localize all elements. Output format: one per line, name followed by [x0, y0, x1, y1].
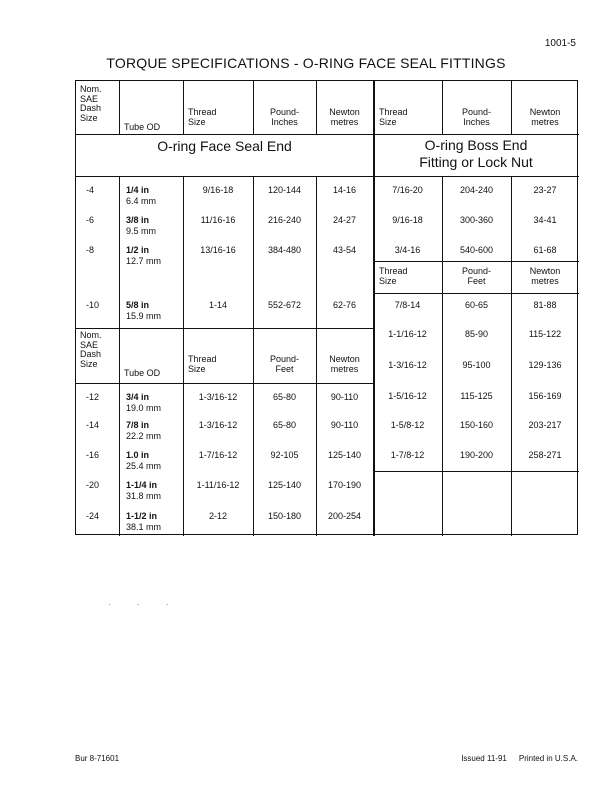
section-face-seal-end: O-ring Face Seal End: [157, 138, 292, 154]
dash-size: -20: [86, 480, 100, 490]
row-divider: [373, 471, 579, 472]
header-newton-metres-feet: Newton metres: [329, 354, 360, 374]
scan-specks: · · ·: [108, 600, 181, 609]
header-boss-pound-inches: Pound- Inches: [461, 107, 492, 127]
boss-newton-metres: 81-88: [533, 300, 557, 310]
boss-newton-metres: 34-41: [533, 215, 557, 225]
footer-document-number: Bur 8-71601: [75, 754, 120, 763]
newton-metres: 200-254: [327, 511, 362, 521]
header-boss-newton-metres-feet: Newton metres: [529, 266, 561, 286]
header-tube-od: Tube OD: [124, 122, 161, 132]
row-divider: [76, 176, 579, 177]
tube-od: 1/4 in 6.4 mm: [126, 185, 157, 206]
tube-od: 1-1/4 in 31.8 mm: [126, 480, 162, 501]
pound-feet: 65-80: [272, 392, 297, 402]
boss-newton-metres: 203-217: [528, 420, 562, 430]
row-divider: [373, 261, 579, 262]
tube-od: 1.0 in 25.4 mm: [126, 450, 162, 471]
thread-size: 1-14: [208, 300, 227, 310]
pound-feet: 150-180: [267, 511, 302, 521]
boss-thread-size: 1-5/8-12: [390, 420, 425, 430]
dash-size: -24: [86, 511, 100, 521]
tube-od: 3/8 in 9.5 mm: [126, 215, 157, 236]
boss-newton-metres: 23-27: [533, 185, 557, 195]
boss-thread-size: 1-3/16-12: [388, 360, 427, 370]
thread-size: 1-7/16-12: [198, 450, 238, 460]
boss-pound-feet: 190-200: [459, 450, 494, 460]
tube-od: 5/8 in 15.9 mm: [126, 300, 162, 321]
header-boss-newton-metres: Newton metres: [529, 107, 561, 127]
boss-pound-feet: 60-65: [464, 300, 489, 310]
thread-size: 2-12: [208, 511, 227, 521]
dash-size: -14: [86, 420, 100, 430]
header-pound-feet: Pound- Feet: [269, 354, 300, 374]
column-divider: [511, 176, 512, 536]
column-divider: [119, 176, 120, 536]
boss-pound-inches: 540-600: [459, 245, 494, 255]
thread-size: 9/16-18: [202, 185, 234, 195]
thread-size: 1-3/16-12: [198, 420, 238, 430]
dash-size: -4: [86, 185, 95, 195]
footer-issued: Issued 11-91: [461, 754, 507, 763]
dash-size: -10: [86, 300, 100, 310]
tube-od: 7/8 in 22.2 mm: [126, 420, 162, 441]
dash-size: -16: [86, 450, 100, 460]
row-divider: [76, 134, 579, 135]
column-divider: [183, 81, 184, 134]
section-boss-end: O-ring Boss End Fitting or Lock Nut: [419, 137, 533, 170]
torque-table: [75, 80, 578, 535]
column-divider: [442, 176, 443, 536]
boss-thread-size: 1-5/16-12: [388, 391, 427, 401]
row-divider: [373, 293, 579, 294]
header-newton-metres: Newton metres: [329, 107, 360, 127]
header-boss-thread-size-feet: Thread Size: [379, 266, 408, 286]
boss-thread-size: 9/16-18: [392, 215, 423, 225]
boss-pound-feet: 95-100: [462, 360, 491, 370]
boss-pound-feet: 85-90: [464, 329, 489, 339]
thread-size: 13/16-16: [200, 245, 236, 255]
pound-feet: 125-140: [267, 480, 302, 490]
page-number: 1001-5: [544, 38, 576, 49]
boss-thread-size: 7/16-20: [392, 185, 423, 195]
header-dash-size: Nom. SAE Dash Size: [80, 84, 102, 123]
newton-metres: 90-110: [330, 392, 359, 402]
newton-metres: 90-110: [330, 420, 359, 430]
header-boss-thread-size: Thread Size: [379, 107, 408, 127]
header-thread-size: Thread Size: [188, 107, 217, 127]
header-boss-pound-feet: Pound- Feet: [461, 266, 492, 286]
boss-newton-metres: 129-136: [528, 360, 562, 370]
tube-od: 1-1/2 in 38.1 mm: [126, 511, 162, 532]
column-divider: [119, 81, 120, 134]
boss-pound-inches: 204-240: [459, 185, 494, 195]
newton-metres: 43-54: [332, 245, 357, 255]
pound-inches: 120-144: [267, 185, 302, 195]
row-divider: [76, 383, 373, 384]
thread-size: 1-11/16-12: [196, 480, 240, 490]
boss-thread-size: 1-1/16-12: [388, 329, 427, 339]
newton-metres: 170-190: [327, 480, 362, 490]
dash-size: -6: [86, 215, 95, 225]
tube-od: 3/4 in 19.0 mm: [126, 392, 162, 413]
boss-newton-metres: 115-122: [528, 329, 562, 339]
newton-metres: 14-16: [332, 185, 357, 195]
thread-size: 11/16-16: [200, 215, 236, 225]
page-title: TORQUE SPECIFICATIONS - O-RING FACE SEAL FITTINGS: [106, 55, 506, 71]
boss-newton-metres: 61-68: [533, 245, 557, 255]
header-tube-od-feet: Tube OD: [124, 368, 161, 378]
dash-size: -8: [86, 245, 95, 255]
newton-metres: 125-140: [327, 450, 362, 460]
pound-feet: 65-80: [272, 420, 297, 430]
boss-pound-inches: 300-360: [459, 215, 494, 225]
pound-inches: 552-672: [267, 300, 302, 310]
header-pound-inches: Pound- Inches: [269, 107, 300, 127]
footer-issue-info: [449, 754, 578, 763]
boss-pound-feet: 115-125: [460, 391, 493, 401]
header-thread-size-feet: Thread Size: [188, 354, 217, 374]
dash-size: -12: [86, 392, 100, 402]
pound-feet: 92-105: [270, 450, 299, 460]
tube-od: 1/2 in 12.7 mm: [126, 245, 162, 266]
boss-thread-size: 1-7/8-12: [390, 450, 425, 460]
header-dash-size-feet: Nom. SAE Dash Size: [80, 330, 102, 369]
footer-printed: Printed in U.S.A.: [518, 754, 578, 763]
thread-size: 1-3/16-12: [198, 392, 238, 402]
boss-pound-feet: 150-160: [459, 420, 494, 430]
pound-inches: 216-240: [267, 215, 302, 225]
newton-metres: 24-27: [332, 215, 357, 225]
boss-thread-size: 3/4-16: [394, 245, 421, 255]
row-divider: [76, 328, 373, 329]
boss-thread-size: 7/8-14: [394, 300, 421, 310]
newton-metres: 62-76: [332, 300, 357, 310]
boss-newton-metres: 156-169: [528, 391, 562, 401]
pound-inches: 384-480: [267, 245, 302, 255]
boss-newton-metres: 258-271: [528, 450, 562, 460]
